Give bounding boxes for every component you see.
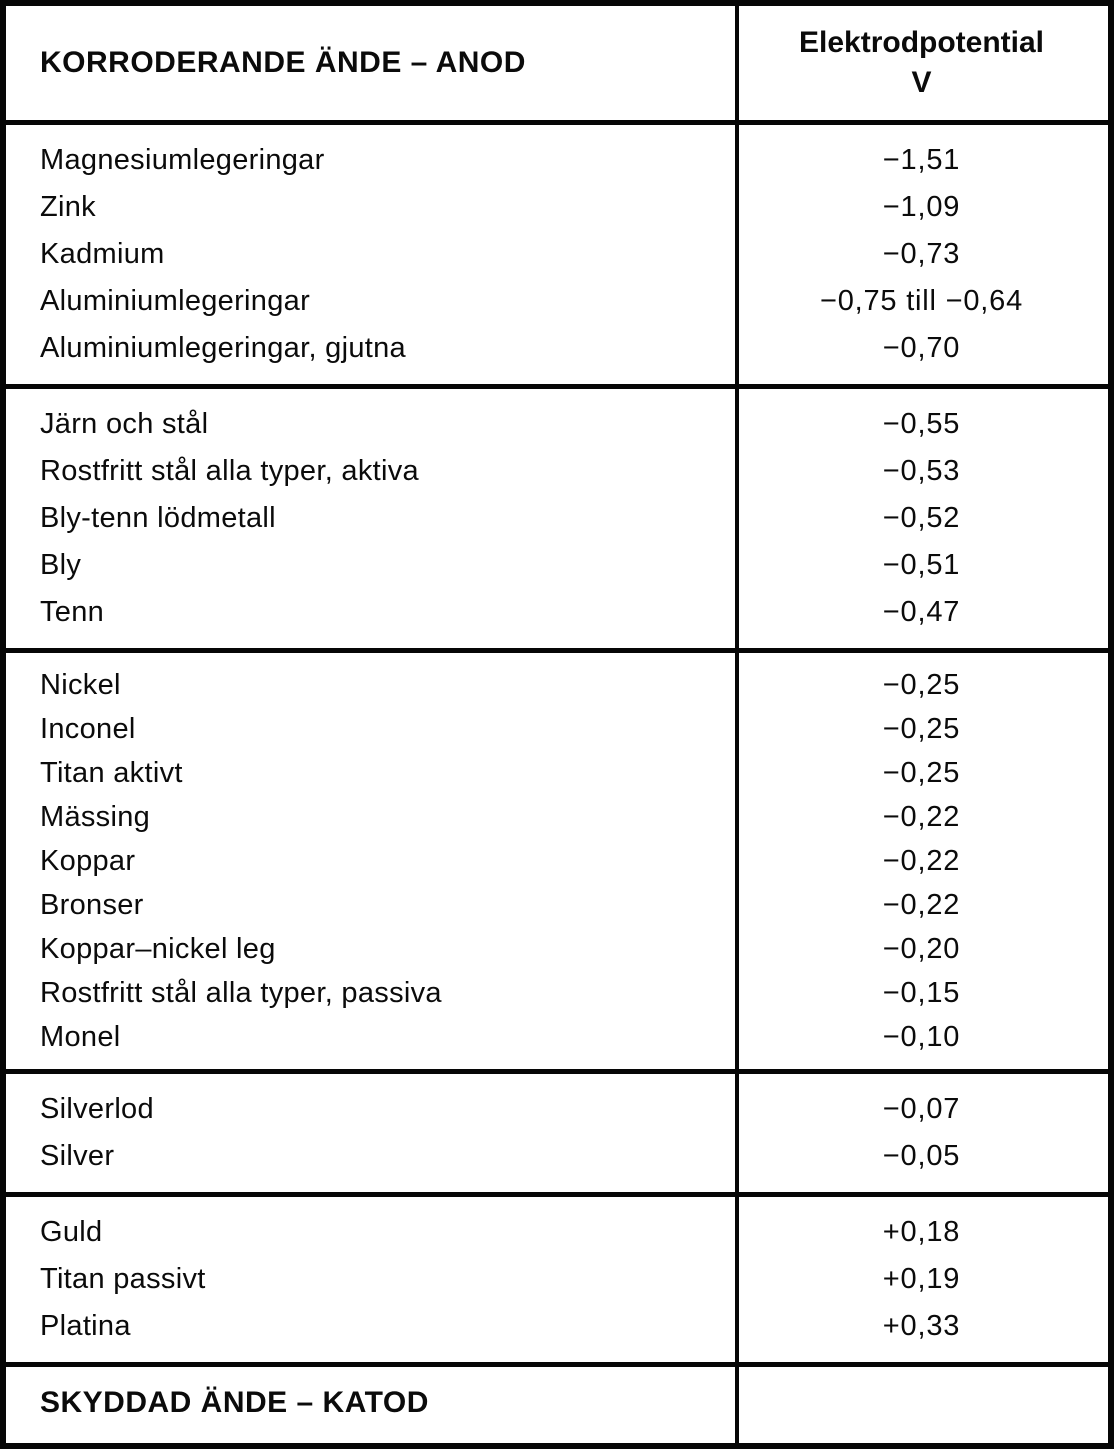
material-label: Platina <box>40 1310 131 1342</box>
potential-header <box>735 6 1108 120</box>
potential-value: −0,22 <box>882 800 961 833</box>
material-label: Järn och stål <box>40 408 209 440</box>
table-row <box>6 1015 1108 1059</box>
group-iron-lead-tin <box>6 384 1108 648</box>
potential-value: −0,22 <box>882 844 961 877</box>
potential-value: −0,70 <box>882 332 961 364</box>
table-row <box>6 448 1108 495</box>
potential-value: +0,19 <box>882 1263 961 1295</box>
table-row <box>6 1303 1108 1350</box>
group-nickel-copper <box>6 648 1108 1069</box>
table-row <box>6 1086 1108 1133</box>
potential-value: −0,47 <box>882 596 961 628</box>
table-row <box>6 278 1108 325</box>
table-row <box>6 795 1108 839</box>
material-label: Guld <box>40 1216 103 1248</box>
material-label: Bly <box>40 549 82 581</box>
group-noble-metals <box>6 1192 1108 1362</box>
material-label: Aluminiumlegeringar <box>40 285 311 317</box>
table-row <box>6 542 1108 589</box>
material-label: Bly-tenn lödmetall <box>40 502 276 534</box>
material-label: Titan aktivt <box>40 756 183 789</box>
table-row <box>6 751 1108 795</box>
potential-value: −0,20 <box>882 932 961 965</box>
header-row <box>6 6 1108 120</box>
potential-value: −0,10 <box>882 1020 961 1053</box>
potential-value: +0,33 <box>882 1310 961 1342</box>
potential-value: −0,51 <box>882 549 961 581</box>
material-label: Titan passivt <box>40 1263 206 1295</box>
table-row <box>6 663 1108 707</box>
material-label: Silver <box>40 1140 115 1172</box>
potential-value: −0,25 <box>882 668 961 701</box>
material-label: Mässing <box>40 800 151 833</box>
potential-value: −0,75 till −0,64 <box>819 285 1024 317</box>
potential-value: −0,25 <box>882 712 961 745</box>
column-divider <box>735 6 739 1443</box>
material-label: Silverlod <box>40 1093 154 1125</box>
table-row <box>6 1209 1108 1256</box>
potential-value: −0,05 <box>882 1140 961 1172</box>
potential-value: −1,51 <box>882 144 961 176</box>
potential-value: −0,55 <box>882 408 961 440</box>
material-label: Koppar–nickel leg <box>40 932 276 965</box>
potential-value: −0,07 <box>882 1093 961 1125</box>
table-row <box>6 927 1108 971</box>
material-label: Bronser <box>40 888 144 921</box>
potential-value: −0,73 <box>882 238 961 270</box>
group-anodic-metals <box>6 120 1108 384</box>
table-row <box>6 184 1108 231</box>
material-label: Rostfritt stål alla typer, passiva <box>40 976 442 1009</box>
footer-row <box>6 1362 1108 1438</box>
potential-value: −0,52 <box>882 502 961 534</box>
material-label: Koppar <box>40 844 136 877</box>
potential-value: −0,22 <box>882 888 961 921</box>
material-label: Inconel <box>40 712 136 745</box>
potential-value: −0,15 <box>882 976 961 1009</box>
material-label: Kadmium <box>40 238 165 270</box>
material-label: Aluminiumlegeringar, gjutna <box>40 332 406 364</box>
table-row <box>6 325 1108 372</box>
group-silver <box>6 1069 1108 1192</box>
table-row <box>6 1256 1108 1303</box>
material-label: Tenn <box>40 596 105 628</box>
table-row <box>6 231 1108 278</box>
material-label: Rostfritt stål alla typer, aktiva <box>40 455 419 487</box>
potential-value: −0,25 <box>882 756 961 789</box>
table-row <box>6 839 1108 883</box>
table-row <box>6 401 1108 448</box>
table-row <box>6 971 1108 1015</box>
table-row <box>6 1133 1108 1180</box>
potential-header-label: Elektrodpotential <box>798 25 1045 59</box>
table-row <box>6 137 1108 184</box>
material-label: Magnesiumlegeringar <box>40 144 325 176</box>
potential-value: +0,18 <box>882 1216 961 1248</box>
table-row <box>6 883 1108 927</box>
table-row <box>6 589 1108 636</box>
table-row <box>6 495 1108 542</box>
cathode-footer-label: SKYDDAD ÄNDE – KATOD <box>40 1385 429 1419</box>
material-label: Nickel <box>40 668 121 701</box>
potential-unit-label: V <box>911 66 932 99</box>
table-row <box>6 707 1108 751</box>
potential-value: −1,09 <box>882 191 961 223</box>
material-label: Zink <box>40 191 96 223</box>
anode-header-label: KORRODERANDE ÄNDE – ANOD <box>40 46 526 79</box>
potential-value: −0,53 <box>882 455 961 487</box>
footer-empty-cell <box>735 1367 1108 1438</box>
material-label: Monel <box>40 1020 121 1053</box>
